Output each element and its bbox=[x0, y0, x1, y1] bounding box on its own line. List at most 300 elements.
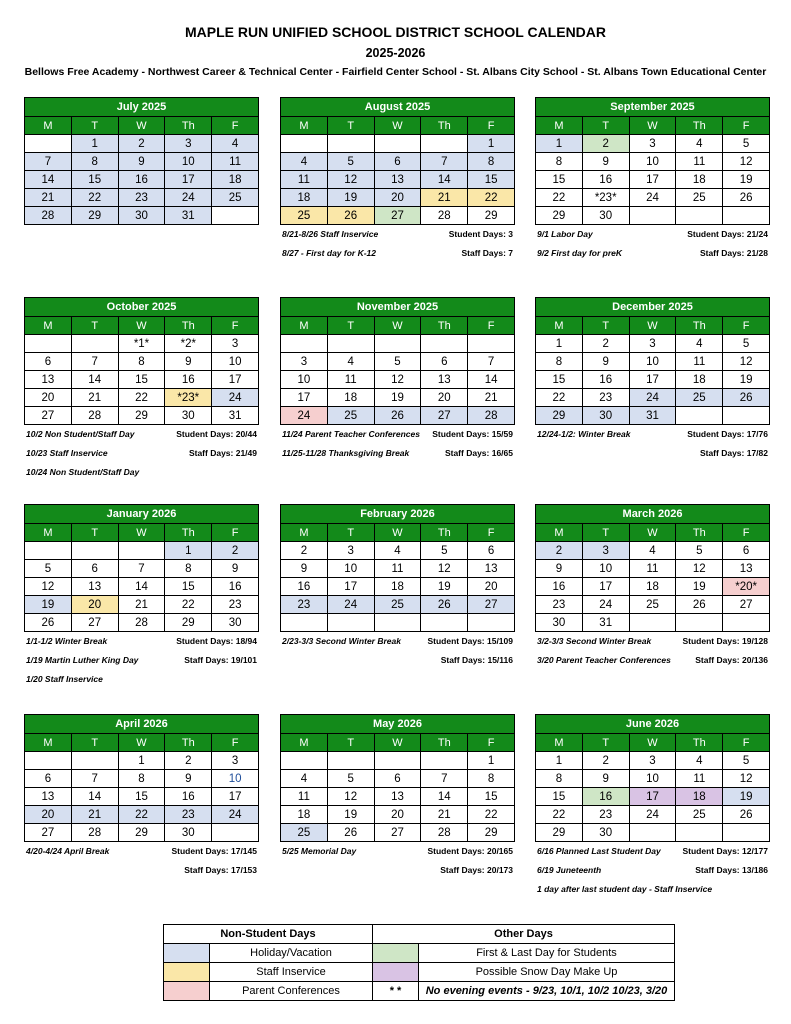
day-cell: 11 bbox=[676, 353, 723, 371]
day-cell: 18 bbox=[281, 806, 328, 824]
day-cell: 3 bbox=[629, 335, 676, 353]
month-note bbox=[282, 634, 513, 648]
day-cell: 20 bbox=[25, 389, 72, 407]
day-cell: 25 bbox=[281, 824, 328, 842]
month-name: March 2026 bbox=[536, 505, 770, 524]
month-table bbox=[280, 504, 515, 632]
day-cell: 16 bbox=[165, 788, 212, 806]
day-cell: 15 bbox=[118, 371, 165, 389]
day-cell bbox=[71, 335, 118, 353]
day-cell: 14 bbox=[71, 788, 118, 806]
day-cell: 2 bbox=[536, 542, 583, 560]
day-cell bbox=[723, 824, 770, 842]
day-cell: 3 bbox=[327, 542, 374, 560]
day-cell bbox=[676, 824, 723, 842]
day-cell: 5 bbox=[723, 752, 770, 770]
day-cell: 22 bbox=[118, 806, 165, 824]
day-cell: 19 bbox=[676, 578, 723, 596]
day-cell: 6 bbox=[374, 770, 421, 788]
day-cell bbox=[629, 824, 676, 842]
day-cell: 13 bbox=[723, 560, 770, 578]
legend-label-inservice: Staff Inservice bbox=[210, 963, 373, 982]
day-cell: 12 bbox=[374, 371, 421, 389]
day-cell: 7 bbox=[71, 353, 118, 371]
weekday-header: M bbox=[25, 524, 72, 542]
note-text: 6/19 Juneteenth bbox=[537, 865, 602, 875]
day-cell: 4 bbox=[281, 153, 328, 171]
day-cell bbox=[421, 752, 468, 770]
legend-swatch-first-last bbox=[373, 944, 419, 963]
day-cell: 19 bbox=[723, 171, 770, 189]
weekday-header: Th bbox=[676, 734, 723, 752]
day-cell: 23 bbox=[118, 189, 165, 207]
day-count: Student Days: 21/24 bbox=[687, 229, 768, 239]
day-cell: 25 bbox=[629, 596, 676, 614]
day-cell bbox=[281, 135, 328, 153]
day-cell: 5 bbox=[327, 770, 374, 788]
day-cell: 10 bbox=[629, 353, 676, 371]
day-cell: 5 bbox=[25, 560, 72, 578]
day-cell: 5 bbox=[723, 135, 770, 153]
calendar-title: MAPLE RUN UNIFIED SCHOOL DISTRICT SCHOOL CALENDAR bbox=[184, 24, 607, 40]
calendar-year: 2025-2026 bbox=[365, 46, 426, 60]
day-cell: 8 bbox=[71, 153, 118, 171]
day-cell bbox=[723, 614, 770, 632]
day-cell: 6 bbox=[374, 153, 421, 171]
day-cell: 17 bbox=[212, 788, 259, 806]
weekday-header: Th bbox=[165, 317, 212, 335]
month-6 bbox=[24, 504, 259, 632]
day-cell: 16 bbox=[582, 171, 629, 189]
legend-table bbox=[163, 924, 675, 1001]
month-9 bbox=[24, 714, 259, 842]
day-cell: 2 bbox=[582, 335, 629, 353]
day-cell: 28 bbox=[421, 824, 468, 842]
day-cell: 10 bbox=[212, 770, 259, 788]
day-cell bbox=[676, 407, 723, 425]
day-count: Staff Days: 16/65 bbox=[444, 448, 513, 458]
day-count: Student Days: 15/109 bbox=[427, 636, 513, 646]
weekday-header: W bbox=[118, 317, 165, 335]
day-cell: 11 bbox=[374, 560, 421, 578]
day-cell: 17 bbox=[327, 578, 374, 596]
day-cell: 26 bbox=[723, 806, 770, 824]
note-text: 11/25-11/28 Thanksgiving Break bbox=[282, 448, 410, 458]
weekday-header: M bbox=[281, 117, 328, 135]
day-cell: 11 bbox=[281, 171, 328, 189]
day-cell bbox=[468, 614, 515, 632]
day-cell: 17 bbox=[165, 171, 212, 189]
month-note bbox=[26, 653, 257, 667]
day-cell: 26 bbox=[327, 824, 374, 842]
month-8 bbox=[535, 504, 770, 632]
day-cell: 4 bbox=[629, 542, 676, 560]
weekday-header: W bbox=[629, 317, 676, 335]
day-count: Staff Days: 7 bbox=[461, 248, 513, 258]
day-cell: 21 bbox=[118, 596, 165, 614]
day-cell: 5 bbox=[723, 335, 770, 353]
legend-non-student-header: Non-Student Days bbox=[164, 925, 373, 944]
day-cell: 6 bbox=[25, 353, 72, 371]
day-cell: 25 bbox=[676, 806, 723, 824]
day-count: Student Days: 20/165 bbox=[427, 846, 513, 856]
day-cell: 31 bbox=[212, 407, 259, 425]
day-cell: 7 bbox=[421, 153, 468, 171]
month-10 bbox=[280, 714, 515, 842]
month-table bbox=[280, 297, 515, 425]
day-cell bbox=[25, 542, 72, 560]
weekday-header: T bbox=[582, 117, 629, 135]
day-cell: 2 bbox=[212, 542, 259, 560]
day-cell: 30 bbox=[118, 207, 165, 225]
day-cell: 19 bbox=[421, 578, 468, 596]
month-table bbox=[24, 97, 259, 225]
day-cell: 28 bbox=[71, 824, 118, 842]
day-cell: 17 bbox=[281, 389, 328, 407]
day-cell bbox=[327, 752, 374, 770]
weekday-header: M bbox=[281, 524, 328, 542]
day-count: Student Days: 18/94 bbox=[176, 636, 257, 646]
day-cell: 16 bbox=[582, 371, 629, 389]
day-cell: 23 bbox=[165, 806, 212, 824]
day-cell: 30 bbox=[165, 407, 212, 425]
day-cell: 28 bbox=[468, 407, 515, 425]
day-cell: 9 bbox=[582, 353, 629, 371]
day-cell: 9 bbox=[118, 153, 165, 171]
day-cell: 28 bbox=[71, 407, 118, 425]
day-cell bbox=[327, 335, 374, 353]
day-cell: 21 bbox=[468, 389, 515, 407]
day-cell: 7 bbox=[25, 153, 72, 171]
day-cell: 20 bbox=[374, 806, 421, 824]
day-count: Student Days: 19/128 bbox=[682, 636, 768, 646]
day-cell: 23 bbox=[212, 596, 259, 614]
weekday-header: M bbox=[25, 317, 72, 335]
day-cell: 1 bbox=[71, 135, 118, 153]
day-cell: 15 bbox=[536, 788, 583, 806]
day-cell: 5 bbox=[421, 542, 468, 560]
month-table bbox=[535, 297, 770, 425]
day-cell: 24 bbox=[629, 389, 676, 407]
day-cell: 19 bbox=[723, 788, 770, 806]
month-note bbox=[282, 227, 513, 241]
day-count: Staff Days: 21/28 bbox=[699, 248, 768, 258]
weekday-header: M bbox=[281, 734, 328, 752]
day-cell bbox=[212, 824, 259, 842]
day-cell: 20 bbox=[25, 806, 72, 824]
day-cell: 29 bbox=[536, 824, 583, 842]
day-cell: 24 bbox=[212, 389, 259, 407]
day-cell: 21 bbox=[25, 189, 72, 207]
day-cell: 19 bbox=[25, 596, 72, 614]
day-cell: 12 bbox=[421, 560, 468, 578]
day-count: Student Days: 12/177 bbox=[682, 846, 768, 856]
day-cell: 10 bbox=[327, 560, 374, 578]
day-cell: 29 bbox=[71, 207, 118, 225]
day-cell: 11 bbox=[676, 770, 723, 788]
note-text: 10/24 Non Student/Staff Day bbox=[26, 467, 140, 477]
day-cell: 24 bbox=[281, 407, 328, 425]
day-cell: 23 bbox=[281, 596, 328, 614]
note-text: 8/27 - First day for K-12 bbox=[282, 248, 377, 258]
day-cell: 18 bbox=[281, 189, 328, 207]
day-cell: 11 bbox=[676, 153, 723, 171]
weekday-header: Th bbox=[165, 734, 212, 752]
month-note bbox=[537, 446, 768, 460]
weekday-header: Th bbox=[421, 317, 468, 335]
day-cell: 30 bbox=[582, 407, 629, 425]
day-cell: 3 bbox=[212, 752, 259, 770]
day-cell: 18 bbox=[676, 788, 723, 806]
weekday-header: W bbox=[629, 117, 676, 135]
day-cell: 11 bbox=[629, 560, 676, 578]
day-cell: 4 bbox=[212, 135, 259, 153]
weekday-header: M bbox=[25, 117, 72, 135]
weekday-header: F bbox=[468, 734, 515, 752]
day-cell: 8 bbox=[536, 770, 583, 788]
day-cell: 22 bbox=[468, 189, 515, 207]
month-name: November 2025 bbox=[281, 298, 515, 317]
legend-label-no-evening: No evening events - 9/23, 10/1, 10/2 10/23, 3/20 bbox=[419, 982, 675, 1001]
day-cell: 12 bbox=[723, 153, 770, 171]
day-cell: 12 bbox=[327, 171, 374, 189]
weekday-header: T bbox=[71, 317, 118, 335]
day-cell: 6 bbox=[421, 353, 468, 371]
day-cell: 6 bbox=[25, 770, 72, 788]
day-cell: 10 bbox=[629, 770, 676, 788]
day-cell: 14 bbox=[71, 371, 118, 389]
day-cell: 27 bbox=[468, 596, 515, 614]
school-list: Bellows Free Academy - Northwest Career & Technical Center - Fairfield Center School - St. Albans City School - St. Albans Town Educational Center bbox=[24, 66, 767, 78]
day-cell: 17 bbox=[629, 171, 676, 189]
month-0 bbox=[24, 97, 259, 225]
day-cell: 6 bbox=[71, 560, 118, 578]
day-cell: 30 bbox=[165, 824, 212, 842]
day-cell bbox=[25, 135, 72, 153]
weekday-header: F bbox=[212, 524, 259, 542]
day-cell: 25 bbox=[327, 407, 374, 425]
day-cell bbox=[374, 335, 421, 353]
day-cell: 25 bbox=[212, 189, 259, 207]
day-cell: 1 bbox=[536, 135, 583, 153]
weekday-header: M bbox=[281, 317, 328, 335]
month-note bbox=[26, 446, 257, 460]
day-cell: 7 bbox=[118, 560, 165, 578]
day-cell: 26 bbox=[421, 596, 468, 614]
day-cell: 4 bbox=[327, 353, 374, 371]
day-cell: 20 bbox=[374, 189, 421, 207]
month-name: December 2025 bbox=[536, 298, 770, 317]
day-cell: 13 bbox=[421, 371, 468, 389]
day-cell: 5 bbox=[374, 353, 421, 371]
day-cell: 7 bbox=[421, 770, 468, 788]
day-cell: 31 bbox=[629, 407, 676, 425]
month-note bbox=[282, 446, 513, 460]
day-cell bbox=[374, 135, 421, 153]
weekday-header: Th bbox=[676, 524, 723, 542]
day-cell: 15 bbox=[118, 788, 165, 806]
day-cell: 20 bbox=[468, 578, 515, 596]
month-name: April 2026 bbox=[25, 715, 259, 734]
legend-swatch-holiday bbox=[164, 944, 210, 963]
note-text: 3/2-3/3 Second Winter Break bbox=[537, 636, 652, 646]
month-note bbox=[537, 844, 768, 858]
weekday-header: W bbox=[374, 524, 421, 542]
day-count: Staff Days: 20/136 bbox=[695, 655, 768, 665]
day-cell bbox=[374, 752, 421, 770]
weekday-header: W bbox=[118, 117, 165, 135]
month-name: January 2026 bbox=[25, 505, 259, 524]
day-cell: 18 bbox=[676, 171, 723, 189]
weekday-header: M bbox=[536, 117, 583, 135]
day-cell bbox=[629, 207, 676, 225]
month-table bbox=[535, 504, 770, 632]
month-note bbox=[537, 427, 768, 441]
day-count: Staff Days: 17/82 bbox=[699, 448, 768, 458]
day-cell: 2 bbox=[165, 752, 212, 770]
weekday-header: Th bbox=[165, 524, 212, 542]
note-text: 9/2 First day for preK bbox=[537, 248, 623, 258]
weekday-header: W bbox=[374, 117, 421, 135]
weekday-header: F bbox=[212, 317, 259, 335]
note-text: 1/19 Martin Luther King Day bbox=[26, 655, 139, 665]
day-cell: 27 bbox=[421, 407, 468, 425]
day-cell: 15 bbox=[165, 578, 212, 596]
day-cell: 27 bbox=[374, 824, 421, 842]
day-cell: 28 bbox=[25, 207, 72, 225]
day-cell bbox=[421, 135, 468, 153]
day-cell: 16 bbox=[281, 578, 328, 596]
day-cell: 23 bbox=[582, 806, 629, 824]
weekday-header: T bbox=[327, 117, 374, 135]
day-cell: 8 bbox=[536, 353, 583, 371]
day-count: Student Days: 17/76 bbox=[687, 429, 768, 439]
month-table bbox=[280, 714, 515, 842]
weekday-header: T bbox=[582, 734, 629, 752]
day-cell: 22 bbox=[536, 389, 583, 407]
day-cell: 15 bbox=[536, 371, 583, 389]
note-text: 4/20-4/24 April Break bbox=[26, 846, 110, 856]
weekday-header: F bbox=[723, 734, 770, 752]
note-text: 9/1 Labor Day bbox=[537, 229, 593, 239]
day-cell: 17 bbox=[212, 371, 259, 389]
weekday-header: Th bbox=[676, 317, 723, 335]
day-cell: 27 bbox=[25, 407, 72, 425]
weekday-header: M bbox=[536, 317, 583, 335]
day-cell bbox=[71, 542, 118, 560]
day-cell bbox=[281, 752, 328, 770]
note-text: 10/23 Staff Inservice bbox=[26, 448, 108, 458]
day-cell: 24 bbox=[582, 596, 629, 614]
weekday-header: M bbox=[536, 524, 583, 542]
day-cell: 13 bbox=[71, 578, 118, 596]
day-cell: 30 bbox=[582, 824, 629, 842]
weekday-header: F bbox=[212, 117, 259, 135]
month-note bbox=[282, 653, 513, 667]
day-cell: 4 bbox=[676, 335, 723, 353]
note-text: 8/21-8/26 Staff Inservice bbox=[282, 229, 379, 239]
weekday-header: F bbox=[468, 524, 515, 542]
day-cell: 29 bbox=[118, 407, 165, 425]
weekday-header: T bbox=[582, 317, 629, 335]
month-3 bbox=[24, 297, 259, 425]
day-cell: 22 bbox=[118, 389, 165, 407]
day-cell: 25 bbox=[676, 389, 723, 407]
weekday-header: F bbox=[723, 117, 770, 135]
day-cell: 14 bbox=[421, 171, 468, 189]
day-cell: 12 bbox=[327, 788, 374, 806]
day-count: Staff Days: 20/173 bbox=[440, 865, 513, 875]
day-cell bbox=[327, 135, 374, 153]
weekday-header: Th bbox=[421, 524, 468, 542]
month-note bbox=[26, 672, 257, 686]
day-cell: 15 bbox=[468, 788, 515, 806]
day-cell bbox=[212, 207, 259, 225]
day-cell: 14 bbox=[25, 171, 72, 189]
note-text: 1/20 Staff Inservice bbox=[26, 674, 103, 684]
day-cell: *2* bbox=[165, 335, 212, 353]
day-cell: 3 bbox=[629, 752, 676, 770]
note-text: 5/25 Memorial Day bbox=[282, 846, 357, 856]
day-cell: 4 bbox=[676, 135, 723, 153]
weekday-header: W bbox=[374, 734, 421, 752]
weekday-header: Th bbox=[165, 117, 212, 135]
legend-label-conference: Parent Conferences bbox=[210, 982, 373, 1001]
legend-swatch-inservice bbox=[164, 963, 210, 982]
day-count: Student Days: 3 bbox=[448, 229, 513, 239]
day-count: Student Days: 20/44 bbox=[176, 429, 257, 439]
day-cell: 21 bbox=[71, 806, 118, 824]
month-note bbox=[282, 246, 513, 260]
day-cell: 2 bbox=[118, 135, 165, 153]
day-cell bbox=[676, 614, 723, 632]
day-cell bbox=[421, 335, 468, 353]
day-cell: 21 bbox=[421, 806, 468, 824]
day-cell: 1 bbox=[165, 542, 212, 560]
day-cell: 17 bbox=[629, 371, 676, 389]
day-cell: 4 bbox=[281, 770, 328, 788]
day-cell: 17 bbox=[582, 578, 629, 596]
weekday-header: F bbox=[212, 734, 259, 752]
weekday-header: Th bbox=[676, 117, 723, 135]
day-cell: 18 bbox=[676, 371, 723, 389]
day-cell: 30 bbox=[536, 614, 583, 632]
weekday-header: T bbox=[71, 117, 118, 135]
month-4 bbox=[280, 297, 515, 425]
day-cell: 28 bbox=[421, 207, 468, 225]
day-cell bbox=[374, 614, 421, 632]
month-table bbox=[535, 97, 770, 225]
weekday-header: T bbox=[71, 734, 118, 752]
month-name: October 2025 bbox=[25, 298, 259, 317]
day-cell: 1 bbox=[536, 752, 583, 770]
weekday-header: W bbox=[629, 734, 676, 752]
weekday-header: Th bbox=[421, 117, 468, 135]
month-note bbox=[537, 882, 768, 896]
day-cell: 18 bbox=[327, 389, 374, 407]
day-cell: 9 bbox=[582, 770, 629, 788]
day-cell: 16 bbox=[536, 578, 583, 596]
day-cell: 23 bbox=[582, 389, 629, 407]
day-cell bbox=[71, 752, 118, 770]
day-cell: 10 bbox=[582, 560, 629, 578]
legend-swatch-snow bbox=[373, 963, 419, 982]
day-cell: 25 bbox=[676, 189, 723, 207]
legend-label-holiday: Holiday/Vacation bbox=[210, 944, 373, 963]
day-cell: 18 bbox=[629, 578, 676, 596]
day-cell: 11 bbox=[327, 371, 374, 389]
day-cell: 25 bbox=[281, 207, 328, 225]
